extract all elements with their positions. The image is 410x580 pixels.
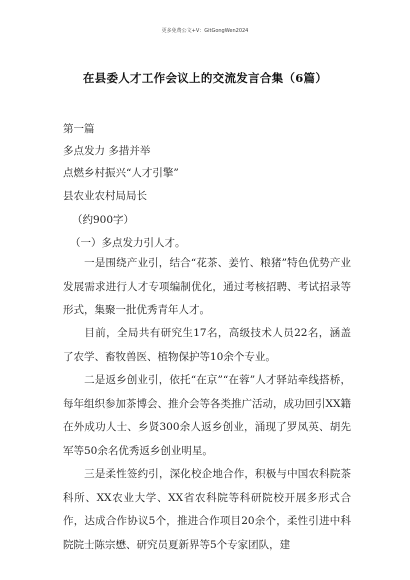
section-label: 第一篇 [63, 123, 95, 135]
paragraph: 一是围绕产业引，结合“花茶、姜竹、粮猪”特色优势产业发展需求进行人才专项编制优化，通过考核招聘、考试招录等形式，集聚一批优秀青年人才。 [63, 257, 351, 317]
section-heading: （一）多点发力引人才。 [70, 237, 186, 249]
word-count: （约900字） [72, 214, 135, 226]
paragraph: 三是柔性签约引，深化校企地合作，积极与中国农科院茶科所、XX农业大学、XX省农科院等科研院校开展多形式合作，达成合作协议5个，推进合作项目20余个，柔性引进中科院院士陈宗懋、研究员夏新界等5个专家团队，建 [63, 468, 351, 551]
subtitle-line-1: 多点发力 多措并举 [63, 145, 151, 157]
document-title: 在县委人才工作会议上的交流发言合集（6篇） [82, 71, 328, 85]
paragraph: 目前，全局共有研究生17名，高级技术人员22名，涵盖了农学、畜牧兽医、植物保护等10余个专业。 [63, 327, 351, 363]
paragraph: 二是返乡创业引，依托“在京”“在蓉”人才驿站牵线搭桥，每年组织参加茶博会、推介会等各类推广活动，成功回引XX籍在外成功人士、乡贤300余人返乡创业，涌现了罗凤英、胡先军等50余名优秀返乡创业明星。 [63, 374, 351, 457]
author-line: 县农业农村局局长 [63, 190, 147, 202]
header-note: 更多免费公文+V：GitGongWen2024 [161, 28, 249, 34]
subtitle-line-2: 点燃乡村振兴“人才引擎” [63, 167, 179, 179]
